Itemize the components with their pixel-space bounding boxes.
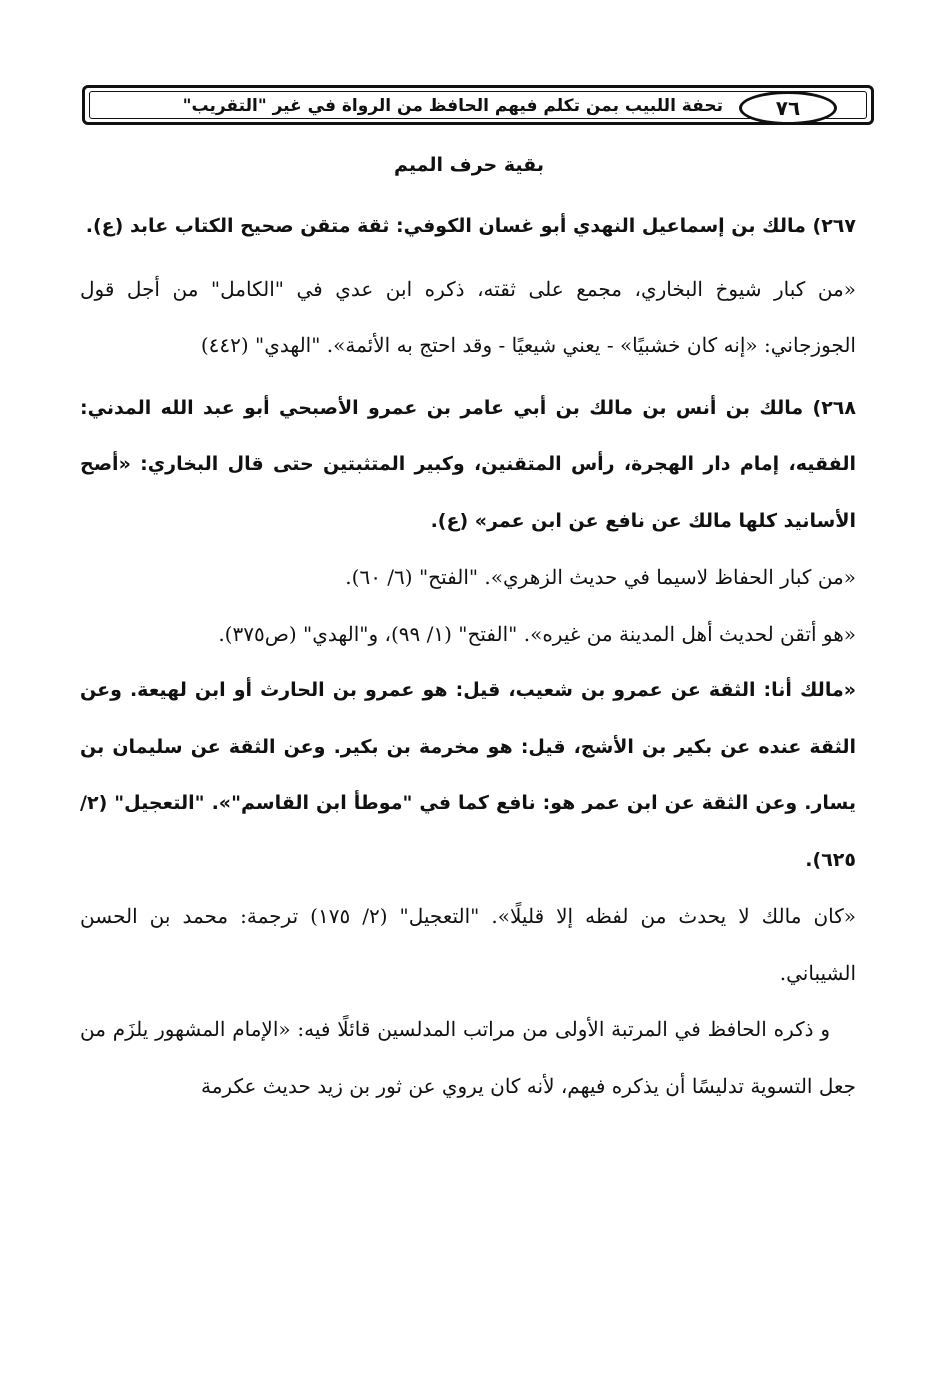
quote-paragraph: «كان مالك لا يحدث من لفظه إلا قليلًا». "التعجيل" (٢/ ١٧٥) ترجمة: محمد بن الحسن الشيباني. [80, 904, 856, 985]
entry-number: ٢٦٨) [812, 396, 856, 419]
quote-paragraph: «هو أتقن لحديث أهل المدينة من غيره». "الفتح" (١/ ٩٩)، و"الهدي" (ص٣٧٥). [218, 621, 856, 646]
entry-number: ٢٦٧) [812, 215, 856, 237]
entry-heading: مالك بن أنس بن مالك بن أبي عامر بن عمرو الأصبحي أبو عبد الله المدني: الفقيه، إمام دار الهجرة، رأس المتقنين، وكبير المتثبتين حتى قال البخاري: «أصح الأسانيد كلها مالك عن نافع عن ابن عمر» (ع). [80, 396, 856, 532]
quote-paragraph: «من كبار شيوخ البخاري، مجمع على ثقته، ذكره ابن عدي في "الكامل" من أجل قول الجوزجاني: «إنه كان خشبيًا» - يعني شيعيًا - وقد احتج به الأئمة». "الهدي" (٤٤٢) [80, 276, 856, 357]
entry-267 [80, 198, 856, 255]
section-title: بقية حرف الميم [394, 154, 544, 176]
quote-paragraph: «مالك أنا: الثقة عن عمرو بن شعيب، قيل: هو عمرو بن الحارث أو ابن لهيعة. وعن الثقة عنده عن بكير بن الأشج، قيل: هو مخرمة بن بكير. وعن الثقة عن سليمان بن يسار. وعن الثقة عن ابن عمر هو: نافع كما في "موطأ ابن القاسم"». "التعجيل" (٢/ ٦٢٥). [80, 679, 856, 871]
entry-heading: مالك بن إسماعيل النهدي أبو غسان الكوفي: ثقة متقن صحيح الكتاب عابد (ع). [85, 215, 806, 237]
entry-268 [80, 380, 856, 550]
quote-paragraph: و ذكره الحافظ في المرتبة الأولى من مراتب المدلسين قائلًا فيه: «الإمام المشهور يلزَم من جعل التسوية تدليسًا أن يذكره فيهم، لأنه كان يروي عن ثور بن زيد حديث عكرمة [80, 1017, 856, 1098]
running-title: تحفة اللبيب بمن تكلم فيهم الحافظ من الرواة في غير "التقريب" [182, 96, 723, 116]
body-text [80, 198, 856, 1114]
page-number: ٧٦ [739, 91, 837, 125]
running-header [82, 85, 874, 125]
quote-paragraph: «من كبار الحفاظ لاسيما في حديث الزهري». "الفتح" (٦/ ٦٠). [345, 565, 856, 589]
